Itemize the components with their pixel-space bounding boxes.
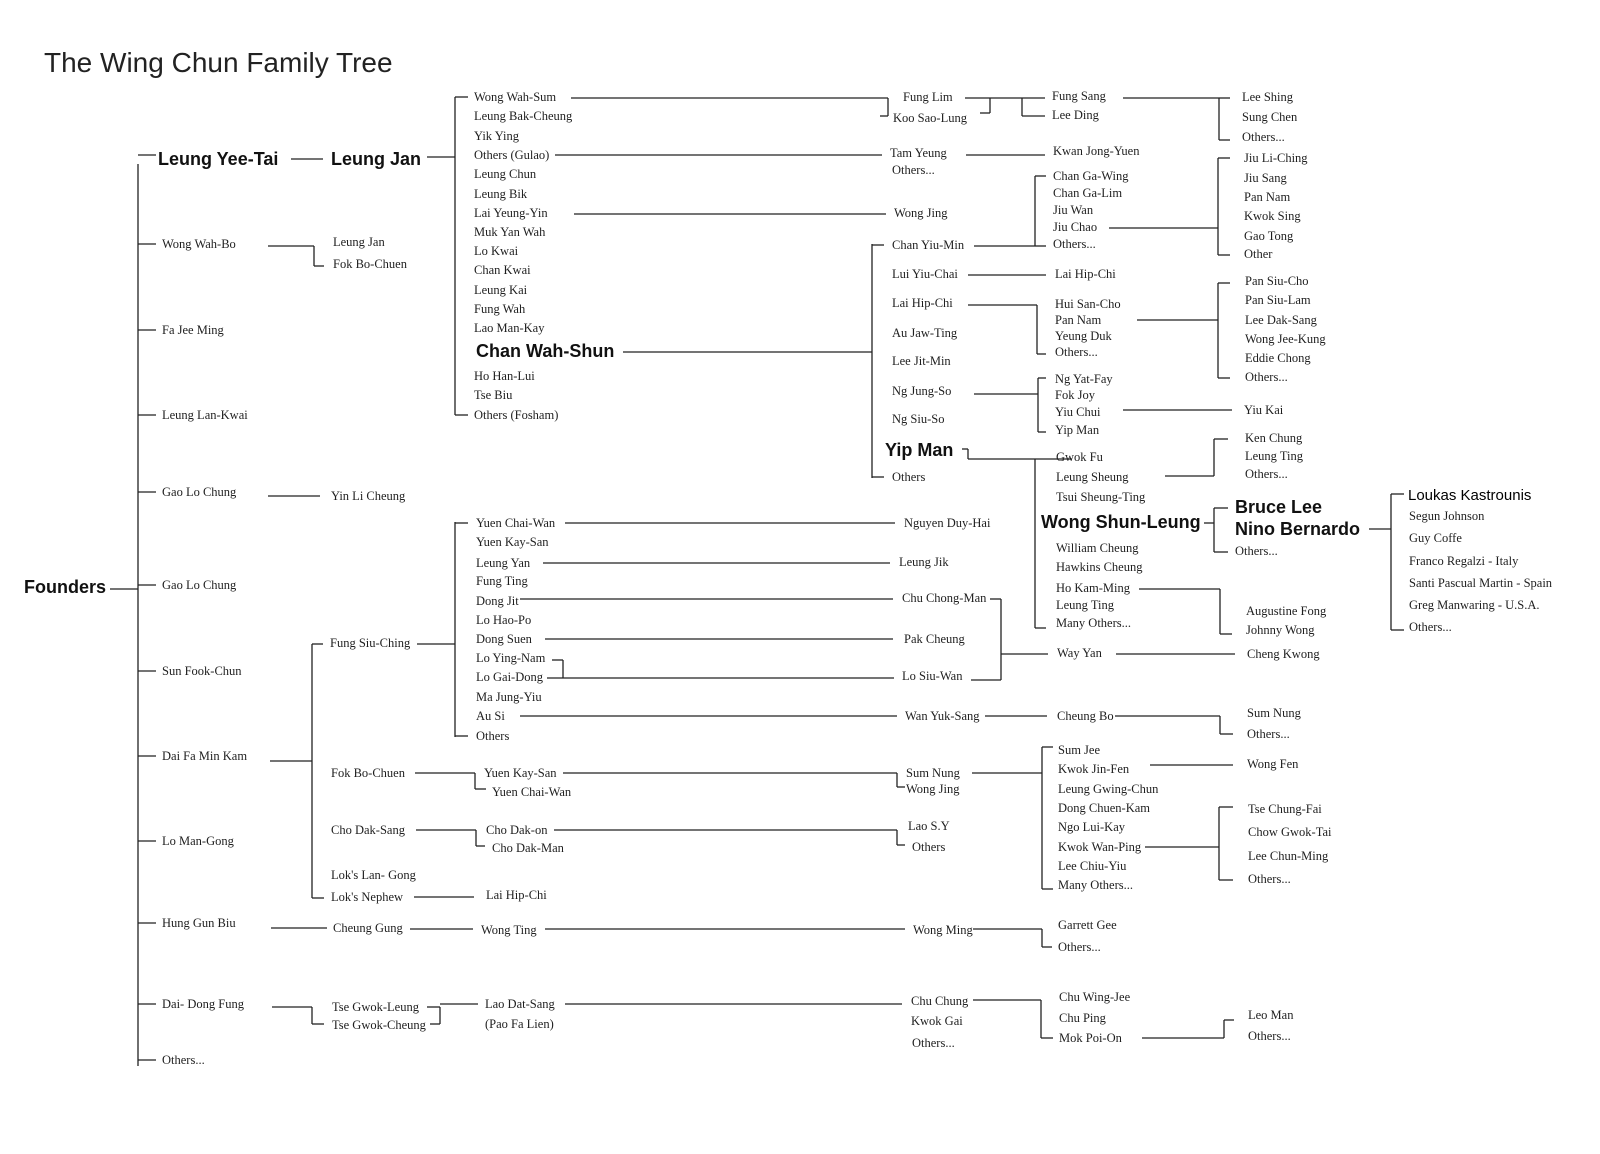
name-fung-lim: Fung Lim — [903, 90, 953, 104]
name-wong-wah-sum: Wong Wah-Sum — [474, 90, 557, 104]
name-ng-jung-so: Ng Jung-So — [892, 384, 952, 398]
name-cho-dak-man: Cho Dak-Man — [492, 841, 564, 855]
name-cheung-gung: Cheung Gung — [333, 921, 403, 935]
name-leung-lan-kwai: Leung Lan-Kwai — [162, 408, 248, 422]
name-santi-pascual-martin-spain: Santi Pascual Martin - Spain — [1409, 576, 1553, 590]
name-fa-jee-ming: Fa Jee Ming — [162, 323, 224, 337]
name-leung-bak-cheung: Leung Bak-Cheung — [474, 109, 573, 123]
name-founders: Founders — [24, 577, 107, 597]
name-lee-chun-ming: Lee Chun-Ming — [1248, 849, 1329, 863]
name-chan-ga-lim: Chan Ga-Lim — [1053, 186, 1123, 200]
name-nino-bernardo: Nino Bernardo — [1235, 519, 1361, 539]
name-fung-wah: Fung Wah — [474, 302, 526, 316]
name-chu-ping: Chu Ping — [1059, 1011, 1106, 1025]
name-leung-jan: Leung Jan — [333, 235, 385, 249]
name-chu-wing-jee: Chu Wing-Jee — [1059, 990, 1131, 1004]
name-bruce-lee: Bruce Lee — [1235, 497, 1323, 517]
name-lai-hip-chi: Lai Hip-Chi — [1055, 267, 1116, 281]
name-sum-jee: Sum Jee — [1058, 743, 1101, 757]
connector-lines — [110, 97, 1404, 1066]
name-fung-ting: Fung Ting — [476, 574, 528, 588]
name-hui-san-cho: Hui San-Cho — [1055, 297, 1121, 311]
name-tam-yeung: Tam Yeung — [890, 146, 947, 160]
name-franco-regalzi-italy: Franco Regalzi - Italy — [1409, 554, 1519, 568]
name-fung-siu-ching: Fung Siu-Ching — [330, 636, 411, 650]
name-chan-wah-shun: Chan Wah-Shun — [476, 341, 615, 361]
name-leo-man: Leo Man — [1248, 1008, 1294, 1022]
name-ng-yat-fay: Ng Yat-Fay — [1055, 372, 1113, 386]
name-johnny-wong: Johnny Wong — [1246, 623, 1315, 637]
name-ho-kam-ming: Ho Kam-Ming — [1056, 581, 1130, 595]
name-lo-man-gong: Lo Man-Gong — [162, 834, 234, 848]
name-sum-nung: Sum Nung — [1247, 706, 1301, 720]
name-others: Others — [476, 729, 510, 743]
name-augustine-fong: Augustine Fong — [1246, 604, 1327, 618]
name-others: Others... — [162, 1053, 205, 1067]
name-lok-s-lan-gong: Lok's Lan- Gong — [331, 868, 416, 882]
name-many-others: Many Others... — [1058, 878, 1133, 892]
name-sum-nung: Sum Nung — [906, 766, 960, 780]
name-jiu-chao: Jiu Chao — [1053, 220, 1098, 234]
name-lao-s-y: Lao S.Y — [908, 819, 950, 833]
name-hung-gun-biu: Hung Gun Biu — [162, 916, 236, 930]
name-pao-fa-lien: (Pao Fa Lien) — [485, 1017, 554, 1031]
name-pak-cheung: Pak Cheung — [904, 632, 965, 646]
name-leung-yee-tai: Leung Yee-Tai — [158, 149, 279, 169]
name-lee-chiu-yiu: Lee Chiu-Yiu — [1058, 859, 1127, 873]
name-tse-gwok-leung: Tse Gwok-Leung — [332, 1000, 419, 1014]
name-others: Others... — [912, 1036, 955, 1050]
name-lai-hip-chi: Lai Hip-Chi — [892, 296, 953, 310]
name-leung-yan: Leung Yan — [476, 556, 531, 570]
name-tsui-sheung-ting: Tsui Sheung-Ting — [1056, 490, 1146, 504]
name-others: Others... — [1235, 544, 1278, 558]
name-yip-man: Yip Man — [885, 440, 954, 460]
name-wong-jing: Wong Jing — [906, 782, 960, 796]
name-kwok-jin-fen: Kwok Jin-Fen — [1058, 762, 1130, 776]
name-yuen-kay-san: Yuen Kay-San — [476, 535, 549, 549]
name-wong-wah-bo: Wong Wah-Bo — [162, 237, 236, 251]
name-kwan-jong-yuen: Kwan Jong-Yuen — [1053, 144, 1140, 158]
name-others: Others... — [892, 163, 935, 177]
name-yuen-chai-wan: Yuen Chai-Wan — [476, 516, 556, 530]
name-leung-bik: Leung Bik — [474, 187, 528, 201]
name-others: Others — [892, 470, 926, 484]
name-garrett-gee: Garrett Gee — [1058, 918, 1117, 932]
name-jiu-li-ching: Jiu Li-Ching — [1244, 151, 1308, 165]
name-others: Others... — [1247, 727, 1290, 741]
name-william-cheung: William Cheung — [1056, 541, 1139, 555]
name-cho-dak-on: Cho Dak-on — [486, 823, 548, 837]
name-leung-jan: Leung Jan — [331, 149, 422, 169]
name-pan-nam: Pan Nam — [1055, 313, 1102, 327]
name-ken-chung: Ken Chung — [1245, 431, 1303, 445]
name-others: Others... — [1248, 872, 1291, 886]
name-yiu-kai: Yiu Kai — [1244, 403, 1284, 417]
name-ngo-lui-kay: Ngo Lui-Kay — [1058, 820, 1125, 834]
name-dai-dong-fung: Dai- Dong Fung — [162, 997, 244, 1011]
name-ng-siu-so: Ng Siu-So — [892, 412, 945, 426]
name-tse-chung-fai: Tse Chung-Fai — [1248, 802, 1322, 816]
name-dong-suen: Dong Suen — [476, 632, 532, 646]
name-others: Others... — [1242, 130, 1285, 144]
name-nguyen-duy-hai: Nguyen Duy-Hai — [904, 516, 991, 530]
name-wong-ting: Wong Ting — [481, 923, 537, 937]
name-chow-gwok-tai: Chow Gwok-Tai — [1248, 825, 1332, 839]
name-labels — [24, 47, 1553, 1067]
name-others-fosham: Others (Fosham) — [474, 408, 559, 422]
name-pan-siu-cho: Pan Siu-Cho — [1245, 274, 1309, 288]
name-cho-dak-sang: Cho Dak-Sang — [331, 823, 405, 837]
name-loukas-kastrounis: Loukas Kastrounis — [1408, 487, 1532, 504]
name-lok-s-nephew: Lok's Nephew — [331, 890, 404, 904]
name-tse-biu: Tse Biu — [474, 388, 513, 402]
name-eddie-chong: Eddie Chong — [1245, 351, 1311, 365]
name-fung-sang: Fung Sang — [1052, 89, 1106, 103]
name-pan-nam: Pan Nam — [1244, 190, 1291, 204]
name-leung-chun: Leung Chun — [474, 167, 537, 181]
name-yeung-duk: Yeung Duk — [1055, 329, 1112, 343]
name-gao-lo-chung: Gao Lo Chung — [162, 578, 237, 592]
name-ma-jung-yiu: Ma Jung-Yiu — [476, 690, 542, 704]
name-lo-kwai: Lo Kwai — [474, 244, 519, 258]
name-segun-johnson: Segun Johnson — [1409, 509, 1485, 523]
name-leung-gwing-chun: Leung Gwing-Chun — [1058, 782, 1159, 796]
name-yuen-kay-san: Yuen Kay-San — [484, 766, 557, 780]
name-lo-siu-wan: Lo Siu-Wan — [902, 669, 963, 683]
name-gao-lo-chung: Gao Lo Chung — [162, 485, 237, 499]
name-jiu-sang: Jiu Sang — [1244, 171, 1287, 185]
name-au-jaw-ting: Au Jaw-Ting — [892, 326, 958, 340]
name-others: Others... — [1248, 1029, 1291, 1043]
name-leung-jik: Leung Jik — [899, 555, 949, 569]
name-yuen-chai-wan: Yuen Chai-Wan — [492, 785, 572, 799]
name-hawkins-cheung: Hawkins Cheung — [1056, 560, 1143, 574]
name-gao-tong: Gao Tong — [1244, 229, 1294, 243]
name-the-wing-chun-family-tree: The Wing Chun Family Tree — [44, 47, 393, 78]
name-sung-chen: Sung Chen — [1242, 110, 1298, 124]
name-mok-poi-on: Mok Poi-On — [1059, 1031, 1122, 1045]
name-leung-kai: Leung Kai — [474, 283, 528, 297]
name-leung-ting: Leung Ting — [1245, 449, 1304, 463]
name-lo-gai-dong: Lo Gai-Dong — [476, 670, 543, 684]
name-ho-han-lui: Ho Han-Lui — [474, 369, 535, 383]
name-sun-fook-chun: Sun Fook-Chun — [162, 664, 242, 678]
name-chu-chung: Chu Chung — [911, 994, 969, 1008]
name-lai-yeung-yin: Lai Yeung-Yin — [474, 206, 548, 220]
name-wong-ming: Wong Ming — [913, 923, 973, 937]
name-wong-fen: Wong Fen — [1247, 757, 1299, 771]
name-yin-li-cheung: Yin Li Cheung — [331, 489, 406, 503]
name-cheung-bo: Cheung Bo — [1057, 709, 1114, 723]
name-muk-yan-wah: Muk Yan Wah — [474, 225, 546, 239]
name-lui-yiu-chai: Lui Yiu-Chai — [892, 267, 958, 281]
name-fok-bo-chuen: Fok Bo-Chuen — [331, 766, 405, 780]
name-others: Others... — [1055, 345, 1098, 359]
name-leung-ting: Leung Ting — [1056, 598, 1115, 612]
name-yip-man: Yip Man — [1055, 423, 1100, 437]
name-kwok-gai: Kwok Gai — [911, 1014, 963, 1028]
name-lao-dat-sang: Lao Dat-Sang — [485, 997, 555, 1011]
name-others: Others... — [1053, 237, 1096, 251]
name-koo-sao-lung: Koo Sao-Lung — [893, 111, 967, 125]
name-kwok-sing: Kwok Sing — [1244, 209, 1301, 223]
name-kwok-wan-ping: Kwok Wan-Ping — [1058, 840, 1142, 854]
name-lai-hip-chi: Lai Hip-Chi — [486, 888, 547, 902]
name-yik-ying: Yik Ying — [474, 129, 520, 143]
name-pan-siu-lam: Pan Siu-Lam — [1245, 293, 1311, 307]
name-other: Other — [1244, 247, 1273, 261]
name-others: Others... — [1245, 370, 1288, 384]
name-fok-bo-chuen: Fok Bo-Chuen — [333, 257, 407, 271]
name-greg-manwaring-u-s-a: Greg Manwaring - U.S.A. — [1409, 598, 1540, 612]
name-way-yan: Way Yan — [1057, 646, 1102, 660]
name-wong-jee-kung: Wong Jee-Kung — [1245, 332, 1326, 346]
name-lee-dak-sang: Lee Dak-Sang — [1245, 313, 1317, 327]
name-leung-sheung: Leung Sheung — [1056, 470, 1129, 484]
name-dong-chuen-kam: Dong Chuen-Kam — [1058, 801, 1150, 815]
name-tse-gwok-cheung: Tse Gwok-Cheung — [332, 1018, 426, 1032]
name-others: Others... — [1245, 467, 1288, 481]
name-au-si: Au Si — [476, 709, 505, 723]
name-lo-ying-nam: Lo Ying-Nam — [476, 651, 546, 665]
name-cheng-kwong: Cheng Kwong — [1247, 647, 1320, 661]
name-lee-ding: Lee Ding — [1052, 108, 1099, 122]
name-dong-jit: Dong Jit — [476, 594, 519, 608]
name-lo-hao-po: Lo Hao-Po — [476, 613, 532, 627]
name-wong-jing: Wong Jing — [894, 206, 948, 220]
name-gwok-fu: Gwok Fu — [1056, 450, 1103, 464]
name-chan-ga-wing: Chan Ga-Wing — [1053, 169, 1129, 183]
name-wong-shun-leung: Wong Shun-Leung — [1041, 512, 1201, 532]
name-lao-man-kay: Lao Man-Kay — [474, 321, 545, 335]
name-guy-coffe: Guy Coffe — [1409, 531, 1462, 545]
name-fok-joy: Fok Joy — [1055, 388, 1095, 402]
name-others: Others... — [1409, 620, 1452, 634]
name-wan-yuk-sang: Wan Yuk-Sang — [905, 709, 980, 723]
name-dai-fa-min-kam: Dai Fa Min Kam — [162, 749, 248, 763]
name-many-others: Many Others... — [1056, 616, 1131, 630]
name-others: Others... — [1058, 940, 1101, 954]
name-yiu-chui: Yiu Chui — [1055, 405, 1101, 419]
name-lee-jit-min: Lee Jit-Min — [892, 354, 951, 368]
name-others: Others — [912, 840, 946, 854]
name-chu-chong-man: Chu Chong-Man — [902, 591, 987, 605]
name-chan-yiu-min: Chan Yiu-Min — [892, 238, 965, 252]
name-lee-shing: Lee Shing — [1242, 90, 1294, 104]
name-jiu-wan: Jiu Wan — [1053, 203, 1094, 217]
name-chan-kwai: Chan Kwai — [474, 263, 531, 277]
name-others-gulao: Others (Gulao) — [474, 148, 550, 162]
